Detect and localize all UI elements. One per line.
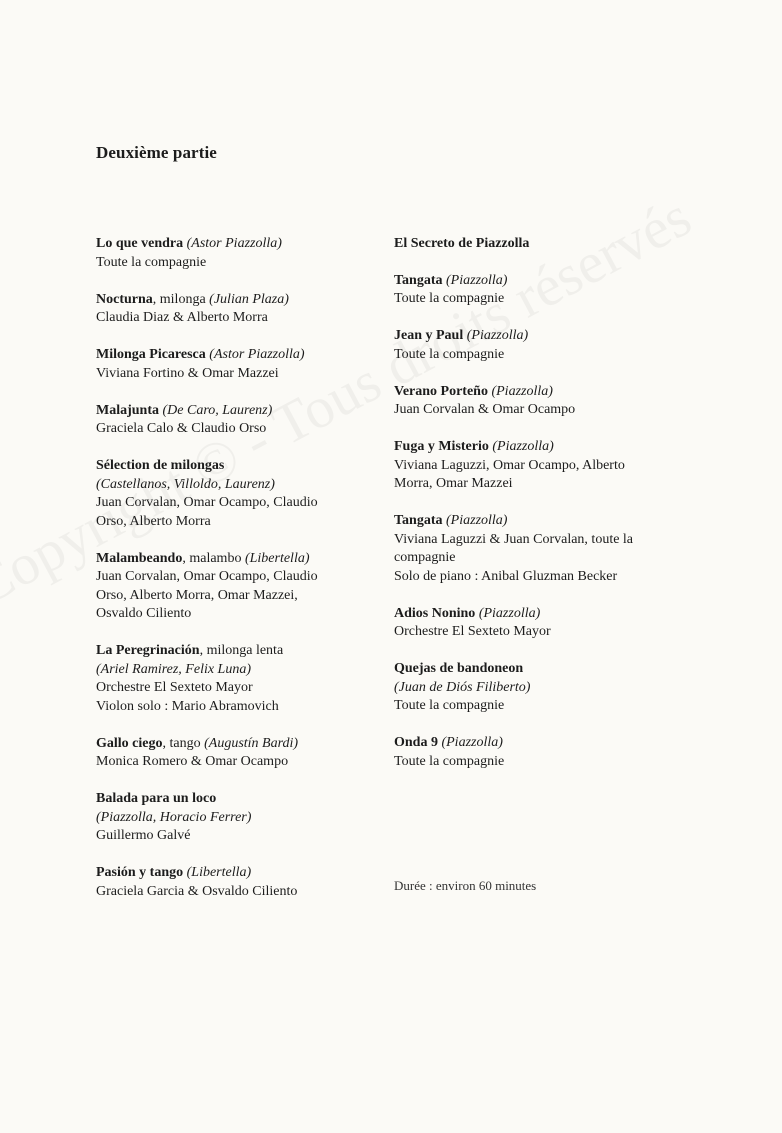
composer-credit: (Piazzolla) (466, 328, 529, 343)
duration-note: Durée : environ 60 minutes (394, 878, 537, 893)
section-header (394, 235, 694, 254)
program-item (394, 438, 694, 494)
performers-line: Toute la compagnie (394, 346, 505, 362)
program-item-heading (96, 790, 376, 809)
program-item (394, 512, 694, 586)
section-header-title: El Secreto de Piazzolla (394, 236, 530, 251)
program-item-heading (394, 272, 694, 291)
composer-credit: (Augustín Bardi) (204, 735, 299, 751)
right-items-list (394, 272, 694, 772)
program-item (394, 272, 694, 309)
piece-genre: , tango (162, 735, 201, 751)
performers-line: Violon solo : Mario Abramovich (96, 698, 279, 714)
composer-credit: (Piazzolla) (446, 272, 508, 288)
piece-title: Nocturna (96, 291, 153, 307)
performers-line: Morra, Omar Mazzei (394, 476, 513, 491)
performers-line: Juan Corvalan, Omar Ocampo, Claudio (96, 495, 318, 510)
program-item (96, 550, 376, 624)
performers-line: Osvaldo Ciliento (96, 606, 192, 621)
program-item-heading (96, 235, 376, 254)
program-item-heading (96, 642, 376, 661)
program-item (96, 291, 376, 328)
program-item (96, 457, 376, 531)
performers-line: Orso, Alberto Morra (96, 513, 211, 529)
piece-title: Verano Porteño (394, 383, 488, 399)
performers-line: Viviana Laguzzi & Juan Corvalan, toute la (394, 531, 634, 547)
program-item-heading (394, 605, 694, 624)
performers-line: Monica Romero & Omar Ocampo (96, 754, 289, 769)
program-left-column (96, 235, 376, 901)
piece-title: Onda 9 (394, 735, 438, 750)
performers-line: Viviana Laguzzi, Omar Ocampo, Alberto (394, 457, 625, 473)
piece-title: Sélection de milongas (96, 458, 225, 473)
program-item (96, 864, 376, 901)
performers-line: Juan Corvalan & Omar Ocampo (394, 402, 576, 417)
performers-line: Viviana Fortino & Omar Mazzei (96, 365, 279, 381)
program-item-heading (96, 735, 376, 754)
composer-credit: (De Caro, Laurenz) (162, 402, 273, 418)
program-item (96, 790, 376, 846)
composer-credit: (Piazzolla) (446, 513, 508, 528)
piece-title: Gallo ciego (96, 735, 163, 751)
performers-line: Claudia Diaz & Alberto Morra (96, 310, 268, 325)
piece-title: Balada para un loco (96, 791, 217, 806)
piece-title: Fuga y Misterio (394, 439, 489, 454)
program-item-heading (394, 438, 694, 457)
composer-credit: (Piazzolla) (478, 605, 541, 621)
program-item-heading (96, 864, 376, 883)
program-item (96, 346, 376, 383)
program-item-heading (96, 346, 376, 365)
program-item-heading (96, 457, 376, 476)
performers-line: Juan Corvalan, Omar Ocampo, Claudio (96, 569, 318, 584)
program-item-heading (96, 291, 376, 310)
composer-credit: (Piazzolla, Horacio Ferrer) (96, 809, 252, 825)
page-title: Deuxième partie (96, 143, 217, 162)
composer-credit: (Astor Piazzolla) (209, 347, 305, 362)
piece-title: Lo que vendra (96, 236, 184, 251)
performers-line: Solo de piano : Anibal Gluzman Becker (394, 568, 618, 584)
program-item-heading (394, 734, 694, 753)
composer-credit: (Ariel Ramirez, Felix Luna) (96, 661, 252, 677)
piece-title: Milonga Picaresca (96, 347, 206, 362)
performers-line: Graciela Calo & Claudio Orso (96, 421, 267, 436)
composer-credit: (Piazzolla) (491, 383, 553, 399)
program-item (96, 735, 376, 772)
program-item (394, 660, 694, 716)
program-item-heading (96, 402, 376, 421)
program-item-heading (394, 660, 694, 679)
performers-line: Guillermo Galvé (96, 828, 191, 843)
program-item (394, 383, 694, 420)
piece-title: Pasión y tango (96, 865, 184, 880)
program-item (96, 642, 376, 716)
program-item-heading (96, 550, 376, 569)
piece-genre: , milonga lenta (199, 643, 284, 658)
piece-title: Malajunta (96, 402, 159, 418)
piece-title: La Peregrinación (96, 643, 200, 658)
program-item (96, 402, 376, 439)
composer-credit: (Astor Piazzolla) (186, 236, 282, 251)
program-item (394, 327, 694, 364)
performers-line: compagnie (394, 550, 456, 565)
piece-title: Jean y Paul (394, 328, 464, 343)
program-item (96, 235, 376, 272)
program-right-column (394, 235, 694, 771)
performers-line: Orso, Alberto Morra, Omar Mazzei, (96, 587, 298, 603)
composer-credit: (Libertella) (244, 550, 310, 566)
piece-title: Quejas de bandoneon (394, 661, 524, 676)
piece-title: Malambeando (96, 550, 183, 566)
piece-title: Tangata (394, 513, 443, 528)
performers-line: Toute la compagnie (394, 698, 505, 713)
performers-line: Graciela Garcia & Osvaldo Ciliento (96, 883, 298, 899)
composer-credit: (Libertella) (186, 865, 252, 880)
performers-line: Orchestre El Sexteto Mayor (96, 680, 253, 695)
performers-line: Orchestre El Sexteto Mayor (394, 624, 551, 639)
piece-genre: , malambo (182, 550, 242, 566)
program-item (394, 734, 694, 771)
performers-line: Toute la compagnie (394, 291, 505, 306)
composer-credit: (Juan de Diós Filiberto) (394, 679, 531, 695)
composer-credit: (Piazzolla) (492, 439, 554, 454)
composer-credit: (Piazzolla) (441, 735, 503, 750)
program-item-heading (394, 512, 694, 531)
program-item-heading (394, 383, 694, 402)
piece-genre: , milonga (152, 291, 206, 307)
piece-title: Tangata (394, 272, 443, 288)
program-item (394, 605, 694, 642)
piece-title: Adios Nonino (394, 605, 476, 621)
composer-credit: (Julian Plaza) (209, 291, 289, 307)
performers-line: Toute la compagnie (394, 753, 505, 769)
performers-line: Toute la compagnie (96, 254, 207, 270)
composer-credit: (Castellanos, Villoldo, Laurenz) (96, 476, 275, 492)
program-item-heading (394, 327, 694, 346)
